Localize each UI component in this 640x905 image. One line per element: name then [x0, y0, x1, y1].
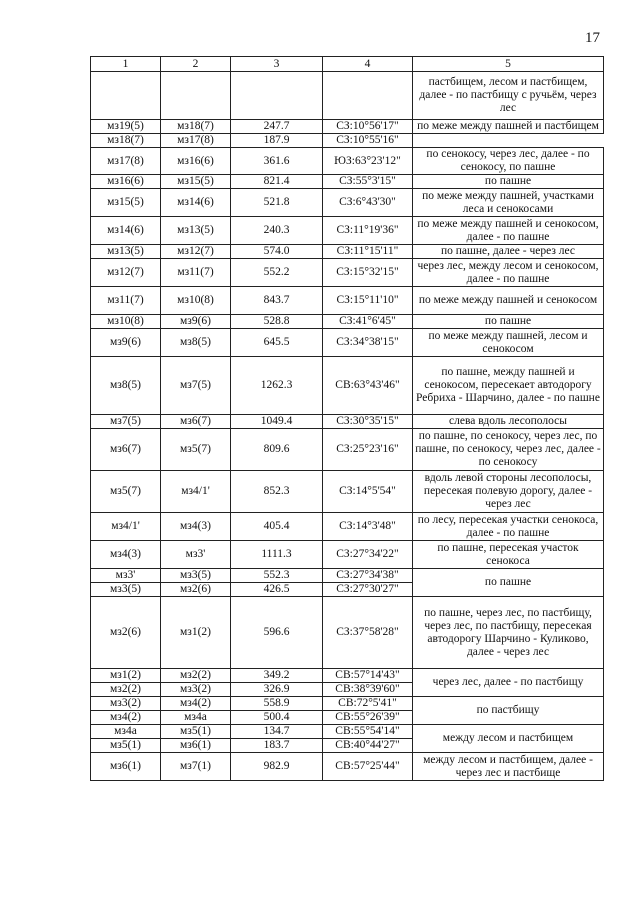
cell-description: по пашне, далее - через лес — [413, 245, 604, 259]
table-row — [91, 175, 604, 189]
cell-point-to: мз15(5) — [161, 175, 231, 189]
cell-point-from: мз18(7) — [91, 134, 161, 148]
cell-direction: СЗ:27°34'38" — [323, 569, 413, 583]
cell-direction: ЮЗ:63°23'12" — [323, 148, 413, 175]
header-col-5: 5 — [413, 57, 604, 72]
cell-description: по пашне, через лес, по пастбищу, через лес, по пастбищу, пересекая автодорогу Шарчино - Куликово, далее - через лес — [413, 597, 604, 669]
cell-point-from: мз4(3) — [91, 541, 161, 569]
table-row — [91, 120, 604, 134]
cell-point-from: мз4/1' — [91, 513, 161, 541]
cell-length: 134.7 — [231, 725, 323, 739]
table-row — [91, 753, 604, 781]
cell-description: по меже между пашней, участками леса и сенокосами — [413, 189, 604, 217]
cell-description: между лесом и пастбищем, далее - через лес и пастбище — [413, 753, 604, 781]
cell-point-from: мз7(5) — [91, 415, 161, 429]
cell-point-to: мз17(8) — [161, 134, 231, 148]
table-row — [91, 429, 604, 471]
cell-direction: СЗ:27°34'22" — [323, 541, 413, 569]
cell-length: 809.6 — [231, 429, 323, 471]
table-row — [91, 189, 604, 217]
cell-length: 552.3 — [231, 569, 323, 583]
cell-point-to: мз8(5) — [161, 329, 231, 357]
cell-direction: СЗ:15°11'10" — [323, 287, 413, 315]
cell-length: 183.7 — [231, 739, 323, 753]
table-row — [91, 541, 604, 569]
cell-point-from: мз6(1) — [91, 753, 161, 781]
page-number: 17 — [585, 30, 600, 46]
cell-point-from: мз10(8) — [91, 315, 161, 329]
cell-length: 187.9 — [231, 134, 323, 148]
cell-length: 247.7 — [231, 120, 323, 134]
table-row — [91, 134, 604, 148]
cell-point-from: мз3' — [91, 569, 161, 583]
cell-point-to: мз3(2) — [161, 683, 231, 697]
cell-direction: СВ:38°39'60" — [323, 683, 413, 697]
cell-point-to: мз7(1) — [161, 753, 231, 781]
table-row — [91, 217, 604, 245]
table-row — [91, 148, 604, 175]
cell-point-to: мз2(6) — [161, 583, 231, 597]
table-row — [91, 697, 604, 711]
cell-direction: СЗ:10°55'16" — [323, 134, 413, 148]
cell-length: 500.4 — [231, 711, 323, 725]
cell-point-to: мз18(7) — [161, 120, 231, 134]
cell-direction: СЗ:11°19'36" — [323, 217, 413, 245]
cell-direction: СВ:57°14'43" — [323, 669, 413, 683]
cell-description: слева вдоль лесополосы — [413, 415, 604, 429]
cell-point-to: мз4/1' — [161, 471, 231, 513]
cell-direction: СВ:72°5'41" — [323, 697, 413, 711]
cell-point-to — [161, 72, 231, 120]
cell-length: 521.8 — [231, 189, 323, 217]
cell-description: по пашне, пересекая участок сенокоса — [413, 541, 604, 569]
cell-length — [231, 72, 323, 120]
cell-description: через лес, далее - по пастбищу — [413, 669, 604, 697]
cell-description: по меже между пашней и пастбищем — [413, 120, 604, 134]
cell-point-from: мз14(6) — [91, 217, 161, 245]
cell-point-from: мз5(1) — [91, 739, 161, 753]
cell-length: 645.5 — [231, 329, 323, 357]
cell-point-from: мз4а — [91, 725, 161, 739]
cell-length: 821.4 — [231, 175, 323, 189]
cell-point-from: мз3(5) — [91, 583, 161, 597]
cell-length: 349.2 — [231, 669, 323, 683]
cell-length: 982.9 — [231, 753, 323, 781]
cell-direction: СЗ:25°23'16" — [323, 429, 413, 471]
cell-point-from: мз17(8) — [91, 148, 161, 175]
table-row — [91, 669, 604, 683]
cell-length: 361.6 — [231, 148, 323, 175]
table-row — [91, 569, 604, 583]
cell-direction: СВ:55°26'39" — [323, 711, 413, 725]
cell-direction: СЗ:37°58'28" — [323, 597, 413, 669]
cell-direction: СЗ:55°3'15" — [323, 175, 413, 189]
cell-point-from: мз11(7) — [91, 287, 161, 315]
cell-length: 405.4 — [231, 513, 323, 541]
cell-direction: СВ:63°43'46" — [323, 357, 413, 415]
cell-direction — [323, 72, 413, 120]
cell-direction: СЗ:41°6'45" — [323, 315, 413, 329]
table-row — [91, 513, 604, 541]
cell-length: 240.3 — [231, 217, 323, 245]
cell-point-to: мз10(8) — [161, 287, 231, 315]
table-row — [91, 725, 604, 739]
cell-point-from: мз5(7) — [91, 471, 161, 513]
cell-length: 596.6 — [231, 597, 323, 669]
cell-length: 326.9 — [231, 683, 323, 697]
cell-description: по пашне, между пашней и сенокосом, пересекает автодорогу Ребриха - Шарчино, далее - по пашне — [413, 357, 604, 415]
cell-point-to: мз2(2) — [161, 669, 231, 683]
header-col-4: 4 — [323, 57, 413, 72]
cell-point-to: мз1(2) — [161, 597, 231, 669]
cell-direction: СВ:40°44'27" — [323, 739, 413, 753]
cell-point-from: мз1(2) — [91, 669, 161, 683]
cell-point-from: мз4(2) — [91, 711, 161, 725]
table-row — [91, 315, 604, 329]
cell-point-to: мз5(1) — [161, 725, 231, 739]
cell-length: 1049.4 — [231, 415, 323, 429]
cell-point-to: мз3(5) — [161, 569, 231, 583]
cell-direction: СЗ:10°56'17" — [323, 120, 413, 134]
cell-point-to: мз6(7) — [161, 415, 231, 429]
cell-point-from — [91, 72, 161, 120]
cell-direction: СЗ:30°35'15" — [323, 415, 413, 429]
cell-length: 1111.3 — [231, 541, 323, 569]
cell-point-to: мз16(6) — [161, 148, 231, 175]
table-row — [91, 329, 604, 357]
header-col-2: 2 — [161, 57, 231, 72]
cell-direction: СЗ:14°3'48" — [323, 513, 413, 541]
cell-description: по пашне — [413, 569, 604, 597]
cell-point-from: мз13(5) — [91, 245, 161, 259]
cell-point-to: мз3' — [161, 541, 231, 569]
cell-length: 528.8 — [231, 315, 323, 329]
cell-length: 426.5 — [231, 583, 323, 597]
cell-length: 843.7 — [231, 287, 323, 315]
table-row — [91, 415, 604, 429]
table-row — [91, 357, 604, 415]
cell-point-to: мз4(2) — [161, 697, 231, 711]
cell-description: по сенокосу, через лес, далее - по сенокосу, по пашне — [413, 148, 604, 175]
cell-length: 1262.3 — [231, 357, 323, 415]
cell-description: по пастбищу — [413, 697, 604, 725]
cell-length: 852.3 — [231, 471, 323, 513]
cell-description: между лесом и пастбищем — [413, 725, 604, 753]
cell-description: по лесу, пересекая участки сенокоса, далее - по пашне — [413, 513, 604, 541]
cell-description: по пашне, по сенокосу, через лес, по пашне, по сенокосу, через лес, далее - по сенокосу — [413, 429, 604, 471]
cell-description: по пашне — [413, 175, 604, 189]
cell-point-from: мз16(6) — [91, 175, 161, 189]
cell-point-from: мз2(2) — [91, 683, 161, 697]
cell-point-to: мз4а — [161, 711, 231, 725]
table-row — [91, 471, 604, 513]
cell-point-from: мз6(7) — [91, 429, 161, 471]
table-row — [91, 259, 604, 287]
cell-length: 574.0 — [231, 245, 323, 259]
cell-point-to: мз6(1) — [161, 739, 231, 753]
header-col-1: 1 — [91, 57, 161, 72]
cell-description: вдоль левой стороны лесополосы, пересекая полевую дорогу, далее - через лес — [413, 471, 604, 513]
table-row — [91, 597, 604, 669]
cell-point-from: мз9(6) — [91, 329, 161, 357]
cell-direction: СЗ:27°30'27" — [323, 583, 413, 597]
cell-description: по меже между пашней и сенокосом — [413, 287, 604, 315]
cell-length: 552.2 — [231, 259, 323, 287]
cell-point-to: мз11(7) — [161, 259, 231, 287]
cell-direction: СЗ:14°5'54" — [323, 471, 413, 513]
cell-description: по меже между пашней, лесом и сенокосом — [413, 329, 604, 357]
cell-description: через лес, между лесом и сенокосом, далее - по пашне — [413, 259, 604, 287]
table-row — [91, 287, 604, 315]
cell-direction: СЗ:15°32'15" — [323, 259, 413, 287]
header-col-3: 3 — [231, 57, 323, 72]
cell-length: 558.9 — [231, 697, 323, 711]
cell-point-from: мз2(6) — [91, 597, 161, 669]
boundary-table — [90, 56, 604, 781]
table-header — [91, 57, 604, 72]
cell-point-to: мз4(3) — [161, 513, 231, 541]
cell-direction: СЗ:11°15'11" — [323, 245, 413, 259]
cell-description: пастбищем, лесом и пастбищем, далее - по пастбищу с ручьём, через лес — [413, 72, 604, 120]
cell-point-from: мз19(5) — [91, 120, 161, 134]
cell-direction: СЗ:34°38'15" — [323, 329, 413, 357]
cell-point-to: мз7(5) — [161, 357, 231, 415]
cell-description: по пашне — [413, 315, 604, 329]
cell-point-to: мз12(7) — [161, 245, 231, 259]
cell-direction: СВ:57°25'44" — [323, 753, 413, 781]
cell-point-to: мз9(6) — [161, 315, 231, 329]
cell-direction: СВ:55°54'14" — [323, 725, 413, 739]
cell-point-from: мз3(2) — [91, 697, 161, 711]
table-row — [91, 245, 604, 259]
table-body — [91, 72, 604, 781]
cell-description: по меже между пашней и сенокосом, далее - по пашне — [413, 217, 604, 245]
cell-point-from: мз15(5) — [91, 189, 161, 217]
table-row — [91, 72, 604, 120]
cell-point-to: мз14(6) — [161, 189, 231, 217]
cell-point-from: мз8(5) — [91, 357, 161, 415]
cell-direction: СЗ:6°43'30" — [323, 189, 413, 217]
cell-point-to: мз13(5) — [161, 217, 231, 245]
cell-point-to: мз5(7) — [161, 429, 231, 471]
cell-point-from: мз12(7) — [91, 259, 161, 287]
